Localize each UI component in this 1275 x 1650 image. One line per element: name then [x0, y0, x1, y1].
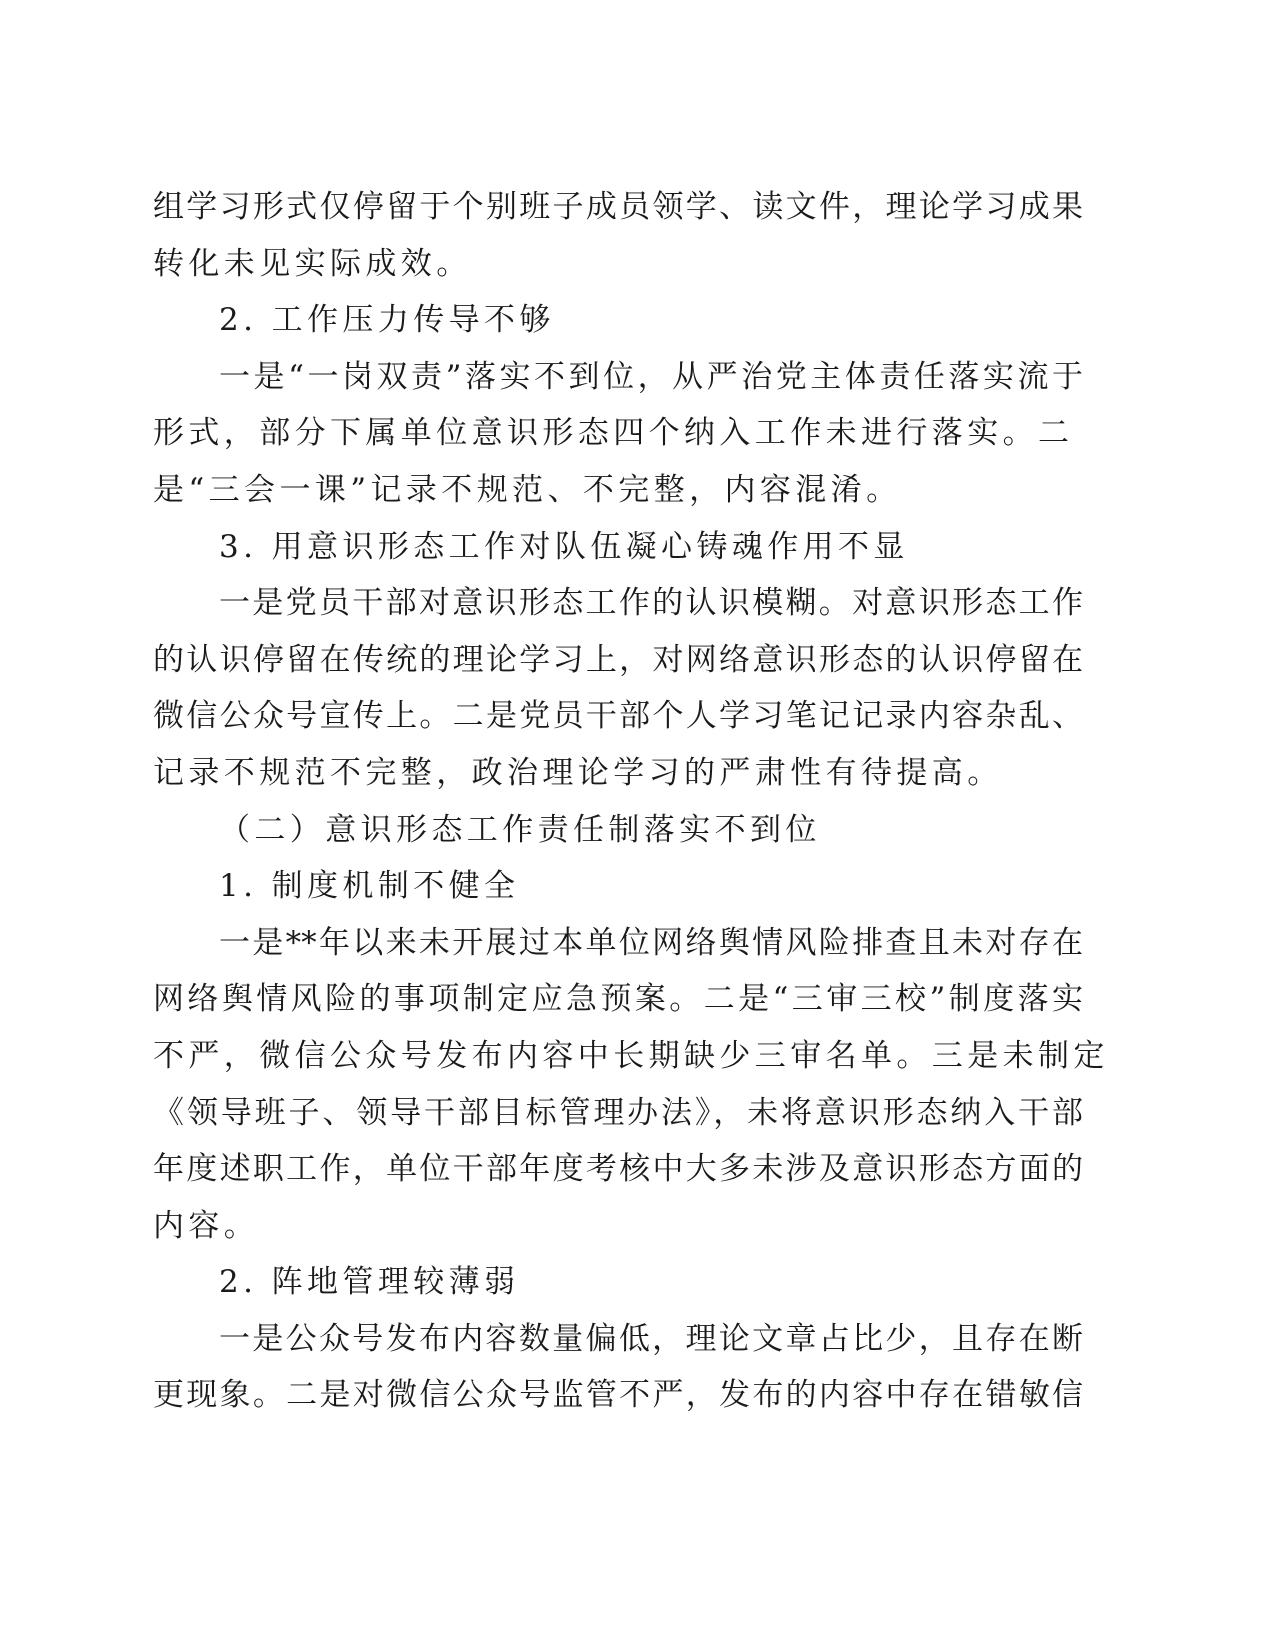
- section-heading: 1. 制度机制不健全: [219, 868, 520, 905]
- paragraph-line: 的认识停留在传统的理论学习上，对网络意识形态的认识停留在: [153, 641, 1083, 678]
- paragraph-line: 网络舆情风险的事项制定应急预案。二是“三审三校”制度落实: [153, 981, 1083, 1018]
- section-heading: 3. 用意识形态工作对队伍凝心铸魂作用不显: [219, 528, 909, 565]
- paragraph-line: 转化未见实际成效。: [153, 245, 472, 282]
- document-body: [153, 179, 1109, 1424]
- paragraph-line: 形式，部分下属单位意识形态四个纳入工作未进行落实。二: [153, 415, 1074, 452]
- paragraph-line: 《领导班子、领导干部目标管理办法》，未将意识形态纳入干部: [153, 1094, 1083, 1131]
- paragraph-line: 一是“一岗双责”落实不到位，从严治党主体责任落实流于: [219, 358, 1083, 395]
- paragraph-line: 内容。: [153, 1207, 260, 1244]
- paragraph-line: 是“三会一课”记录不规范、不完整，内容混淆。: [153, 471, 902, 508]
- paragraph-line: 年度述职工作，单位干部年度考核中大多未涉及意识形态方面的: [153, 1151, 1083, 1188]
- chapter-heading: （二）意识形态工作责任制落实不到位: [219, 811, 821, 848]
- section-heading: 2. 工作压力传导不够: [219, 302, 555, 339]
- paragraph-line: 一是**年以来未开展过本单位网络舆情风险排查且未对存在: [219, 924, 1083, 961]
- paragraph-line: 更现象。二是对微信公众号监管不严，发布的内容中存在错敏信: [153, 1377, 1083, 1414]
- paragraph-line: 不严，微信公众号发布内容中长期缺少三审名单。三是未制定: [153, 1037, 1109, 1074]
- paragraph-line: 一是公众号发布内容数量偏低，理论文章占比少，且存在断: [219, 1320, 1083, 1357]
- section-heading: 2. 阵地管理较薄弱: [219, 1264, 520, 1301]
- paragraph-line: 组学习形式仅停留于个别班子成员领学、读文件，理论学习成果: [153, 189, 1083, 225]
- paragraph-line: 一是党员干部对意识形态工作的认识模糊。对意识形态工作: [219, 585, 1083, 622]
- paragraph-line: 记录不规范不完整，政治理论学习的严肃性有待提高。: [153, 754, 1003, 791]
- paragraph-line: 微信公众号宣传上。二是党员干部个人学习笔记记录内容杂乱、: [153, 698, 1083, 735]
